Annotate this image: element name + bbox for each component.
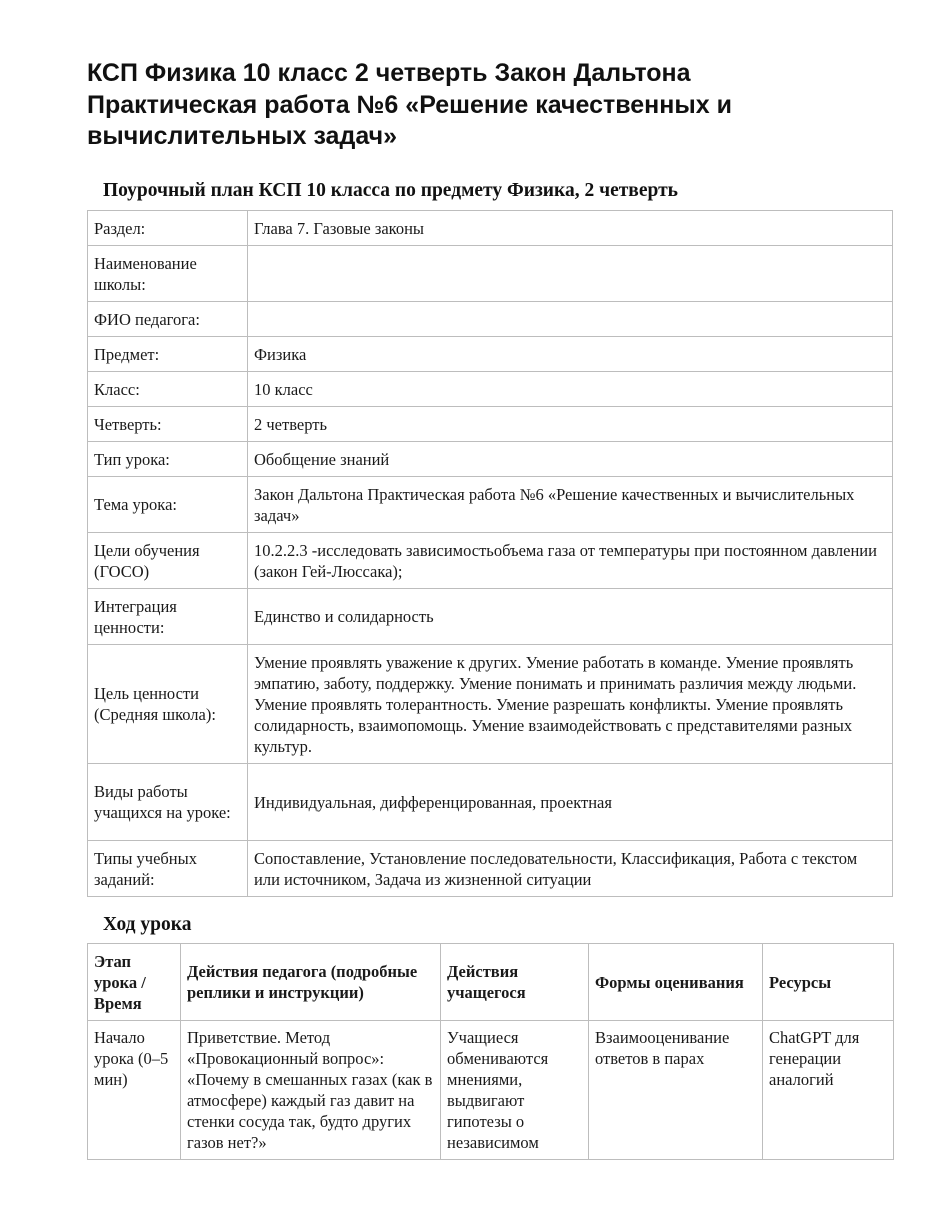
row-label-section: Раздел: <box>88 211 248 246</box>
column-header-teacher-actions: Действия педагога (подробные реплики и инструкции) <box>181 944 441 1021</box>
table-row <box>88 533 893 589</box>
table-row <box>88 302 893 337</box>
document-title: КСП Физика 10 класс 2 четверть Закон Дальтона Практическая работа №6 «Решение качественных и вычислительных задач» <box>87 59 732 150</box>
row-value-work-types: Индивидуальная, дифференцированная, проектная <box>248 764 893 841</box>
table-header-row <box>88 944 894 1021</box>
row-label-quarter: Четверть: <box>88 407 248 442</box>
row-value-value-goal: Умение проявлять уважение к других. Умение работать в команде. Умение проявлять эмпатию, заботу, поддержку. Умение понимать и принимать различия между людьми. Умение проявлять толерантность. Умение разрешать конфликты. Умение проявлять солидарность, взаимопомощь. Умение взаимодействовать с представителями разных культур. <box>248 645 893 764</box>
row-label-school: Наименование школы: <box>88 246 248 302</box>
cell-student-actions: Учащиеся обмениваются мнениями, выдвигают гипотезы о независимом <box>441 1021 589 1160</box>
table-row <box>88 764 893 841</box>
row-value-teacher <box>248 302 893 337</box>
row-value-grade: 10 класс <box>248 372 893 407</box>
row-label-grade: Класс: <box>88 372 248 407</box>
row-label-topic: Тема урока: <box>88 477 248 533</box>
row-value-lesson-type: Обобщение знаний <box>248 442 893 477</box>
row-label-subject: Предмет: <box>88 337 248 372</box>
table-row <box>88 645 893 764</box>
table-row <box>88 1021 894 1160</box>
lesson-flow-table <box>87 943 894 1160</box>
table-row <box>88 841 893 897</box>
lesson-flow-heading: Ход урока <box>103 914 192 935</box>
column-header-assessment: Формы оценивания <box>589 944 763 1021</box>
table-row <box>88 407 893 442</box>
row-value-learning-goals: 10.2.2.3 -исследовать зависимостьобъема газа от температуры при постоянном давлении (закон Гей-Люссака); <box>248 533 893 589</box>
row-label-work-types: Виды работы учащихся на уроке: <box>88 764 248 841</box>
row-value-values-integration: Единство и солидарность <box>248 589 893 645</box>
row-label-values-integration: Интеграция ценности: <box>88 589 248 645</box>
row-label-value-goal: Цель ценности (Средняя школа): <box>88 645 248 764</box>
row-label-learning-goals: Цели обучения (ГОСО) <box>88 533 248 589</box>
table-row <box>88 477 893 533</box>
row-label-lesson-type: Тип урока: <box>88 442 248 477</box>
row-value-task-types: Сопоставление, Установление последовательности, Классификация, Работа с текстом или источником, Задача из жизненной ситуации <box>248 841 893 897</box>
lesson-plan-heading: Поурочный план КСП 10 класса по предмету Физика, 2 четверть <box>103 180 678 201</box>
table-row <box>88 246 893 302</box>
table-row <box>88 211 893 246</box>
cell-teacher-actions: Приветствие. Метод «Провокационный вопрос»: «Почему в смешанных газах (как в атмосфере) каждый газ давит на стенки сосуда так, будто других газов нет?» <box>181 1021 441 1160</box>
table-row <box>88 337 893 372</box>
row-value-topic: Закон Дальтона Практическая работа №6 «Решение качественных и вычислительных задач» <box>248 477 893 533</box>
table-row <box>88 372 893 407</box>
lesson-plan-table <box>87 210 893 897</box>
cell-resources: ChatGPT для генерации аналогий <box>763 1021 894 1160</box>
row-value-school <box>248 246 893 302</box>
row-value-section: Глава 7. Газовые законы <box>248 211 893 246</box>
row-value-quarter: 2 четверть <box>248 407 893 442</box>
cell-stage: Начало урока (0–5 мин) <box>88 1021 181 1160</box>
cell-assessment: Взаимооценивание ответов в парах <box>589 1021 763 1160</box>
row-label-teacher: ФИО педагога: <box>88 302 248 337</box>
row-label-task-types: Типы учебных заданий: <box>88 841 248 897</box>
column-header-resources: Ресурсы <box>763 944 894 1021</box>
row-value-subject: Физика <box>248 337 893 372</box>
column-header-stage: Этап урока / Время <box>88 944 181 1021</box>
table-row <box>88 442 893 477</box>
table-row <box>88 589 893 645</box>
column-header-student-actions: Действия учащегося <box>441 944 589 1021</box>
